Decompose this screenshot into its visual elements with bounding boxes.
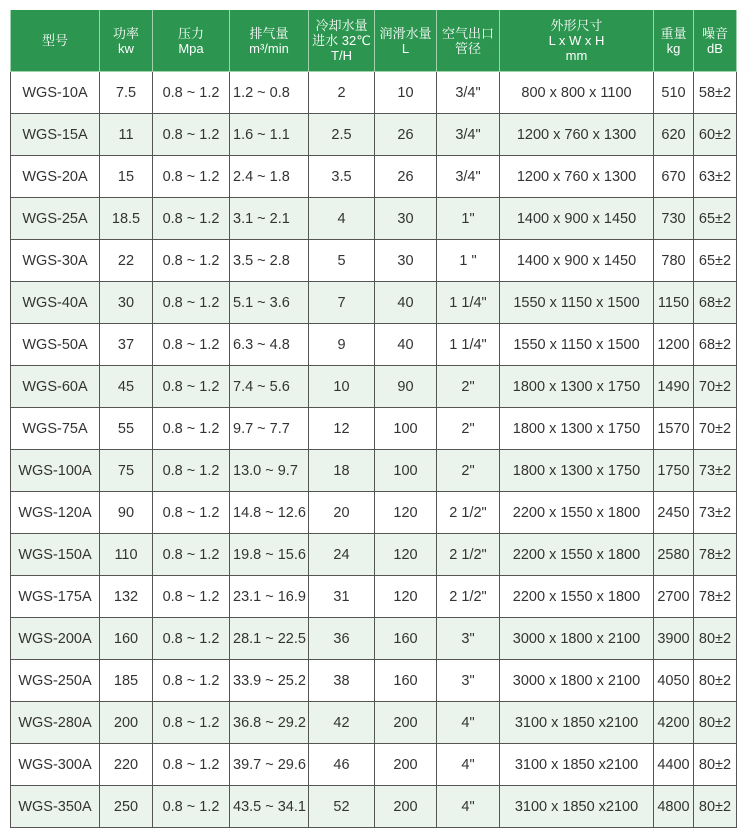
table-cell: 90 xyxy=(100,492,153,534)
table-cell: 730 xyxy=(654,198,694,240)
table-row xyxy=(11,618,737,660)
table-cell: 510 xyxy=(654,72,694,114)
table-cell: 70±2 xyxy=(694,366,737,408)
table-cell: 23.1 ~ 16.9 xyxy=(230,576,309,618)
table-cell: 3000 x 1800 x 2100 xyxy=(500,618,654,660)
table-cell: 200 xyxy=(375,744,437,786)
table-cell: 36 xyxy=(309,618,375,660)
column-header xyxy=(230,10,309,72)
table-cell: 73±2 xyxy=(694,450,737,492)
table-cell: 0.8 ~ 1.2 xyxy=(153,534,230,576)
table-row xyxy=(11,744,737,786)
table-cell: 2450 xyxy=(654,492,694,534)
table-cell: 36.8 ~ 29.2 xyxy=(230,702,309,744)
table-cell: 1750 xyxy=(654,450,694,492)
table-row xyxy=(11,114,737,156)
table-row xyxy=(11,282,737,324)
table-cell: 52 xyxy=(309,786,375,828)
table-cell: 13.0 ~ 9.7 xyxy=(230,450,309,492)
table-cell: 7.5 xyxy=(100,72,153,114)
table-cell: 70±2 xyxy=(694,408,737,450)
table-cell: 40 xyxy=(375,282,437,324)
table-cell: 1 1/4" xyxy=(437,324,500,366)
table-cell: 3.1 ~ 2.1 xyxy=(230,198,309,240)
column-header-line: T/H xyxy=(331,48,352,63)
table-cell: 10 xyxy=(309,366,375,408)
table-cell: 90 xyxy=(375,366,437,408)
column-header-line: dB xyxy=(707,40,723,56)
table-cell: 0.8 ~ 1.2 xyxy=(153,72,230,114)
table-cell: 3100 x 1850 x2100 xyxy=(500,786,654,828)
table-cell: 2 1/2" xyxy=(437,492,500,534)
column-header-line: 润滑水量 xyxy=(379,25,432,41)
table-cell: 33.9 ~ 25.2 xyxy=(230,660,309,702)
table-cell: WGS-10A xyxy=(11,72,100,114)
column-header-line: 压力 xyxy=(177,25,204,41)
table-cell: 3/4" xyxy=(437,156,500,198)
table-cell: 2 xyxy=(309,72,375,114)
table-cell: 2200 x 1550 x 1800 xyxy=(500,492,654,534)
table-cell: 1490 xyxy=(654,366,694,408)
table-cell: 670 xyxy=(654,156,694,198)
table-cell: 110 xyxy=(100,534,153,576)
table-cell: 4400 xyxy=(654,744,694,786)
table-cell: 2580 xyxy=(654,534,694,576)
table-row xyxy=(11,702,737,744)
table-cell: WGS-300A xyxy=(11,744,100,786)
table-cell: 1400 x 900 x 1450 xyxy=(500,240,654,282)
table-cell: 0.8 ~ 1.2 xyxy=(153,786,230,828)
table-cell: 1570 xyxy=(654,408,694,450)
column-header-line: 管径 xyxy=(454,40,481,56)
table-cell: 12 xyxy=(309,408,375,450)
table-cell: 120 xyxy=(375,576,437,618)
table-cell: 26 xyxy=(375,114,437,156)
table-cell: 2700 xyxy=(654,576,694,618)
table-cell: 30 xyxy=(375,198,437,240)
table-cell: 160 xyxy=(375,618,437,660)
table-cell: 9 xyxy=(309,324,375,366)
table-row xyxy=(11,408,737,450)
column-header-line: kg xyxy=(666,40,681,56)
table-cell: 4050 xyxy=(654,660,694,702)
table-cell: 75 xyxy=(100,450,153,492)
column-header xyxy=(309,10,375,72)
table-row xyxy=(11,198,737,240)
table-cell: 7 xyxy=(309,282,375,324)
table-cell: 58±2 xyxy=(694,72,737,114)
column-header-line: 空气出口 xyxy=(441,25,494,41)
table-cell: 1550 x 1150 x 1500 xyxy=(500,324,654,366)
table-cell: 800 x 800 x 1100 xyxy=(500,72,654,114)
table-cell: 30 xyxy=(100,282,153,324)
table-cell: 220 xyxy=(100,744,153,786)
column-header xyxy=(375,10,437,72)
table-cell: 0.8 ~ 1.2 xyxy=(153,744,230,786)
table-cell: 0.8 ~ 1.2 xyxy=(153,618,230,660)
table-cell: 6.3 ~ 4.8 xyxy=(230,324,309,366)
table-cell: 2" xyxy=(437,408,500,450)
table-row xyxy=(11,534,737,576)
table-row xyxy=(11,324,737,366)
table-cell: WGS-200A xyxy=(11,618,100,660)
table-cell: WGS-100A xyxy=(11,450,100,492)
table-cell: 1150 xyxy=(654,282,694,324)
table-cell: 1800 x 1300 x 1750 xyxy=(500,366,654,408)
table-cell: 100 xyxy=(375,408,437,450)
column-header-line: 型号 xyxy=(41,33,68,48)
table-cell: 0.8 ~ 1.2 xyxy=(153,366,230,408)
table-cell: 9.7 ~ 7.7 xyxy=(230,408,309,450)
table-cell: 80±2 xyxy=(694,660,737,702)
table-cell: 1800 x 1300 x 1750 xyxy=(500,450,654,492)
column-header-line: 冷却水量 xyxy=(315,18,368,33)
table-cell: 1550 x 1150 x 1500 xyxy=(500,282,654,324)
table-row xyxy=(11,786,737,828)
table-cell: 5.1 ~ 3.6 xyxy=(230,282,309,324)
table-cell: 73±2 xyxy=(694,492,737,534)
table-row xyxy=(11,156,737,198)
table-cell: 1800 x 1300 x 1750 xyxy=(500,408,654,450)
table-cell: WGS-50A xyxy=(11,324,100,366)
table-row xyxy=(11,450,737,492)
table-cell: 4800 xyxy=(654,786,694,828)
table-cell: 1200 xyxy=(654,324,694,366)
column-header xyxy=(100,10,153,72)
table-cell: 0.8 ~ 1.2 xyxy=(153,282,230,324)
table-cell: 4 xyxy=(309,198,375,240)
table-cell: 40 xyxy=(375,324,437,366)
table-cell: 39.7 ~ 29.6 xyxy=(230,744,309,786)
table-row xyxy=(11,72,737,114)
table-row xyxy=(11,492,737,534)
table-cell: 18 xyxy=(309,450,375,492)
table-cell: 0.8 ~ 1.2 xyxy=(153,408,230,450)
table-cell: 1 1/4" xyxy=(437,282,500,324)
column-header xyxy=(654,10,694,72)
table-cell: 0.8 ~ 1.2 xyxy=(153,198,230,240)
table-cell: 30 xyxy=(375,240,437,282)
table-cell: 15 xyxy=(100,156,153,198)
table-cell: 0.8 ~ 1.2 xyxy=(153,576,230,618)
table-cell: 26 xyxy=(375,156,437,198)
table-cell: WGS-15A xyxy=(11,114,100,156)
table-cell: 3900 xyxy=(654,618,694,660)
table-cell: 2200 x 1550 x 1800 xyxy=(500,534,654,576)
table-cell: WGS-30A xyxy=(11,240,100,282)
table-cell: WGS-40A xyxy=(11,282,100,324)
table-cell: 68±2 xyxy=(694,282,737,324)
table-cell: 60±2 xyxy=(694,114,737,156)
column-header-line: mm xyxy=(565,48,588,63)
table-body xyxy=(11,72,737,828)
table-cell: 65±2 xyxy=(694,198,737,240)
table-cell: 0.8 ~ 1.2 xyxy=(153,660,230,702)
table-cell: 20 xyxy=(309,492,375,534)
table-cell: WGS-20A xyxy=(11,156,100,198)
table-cell: 78±2 xyxy=(694,576,737,618)
table-cell: 1200 x 760 x 1300 xyxy=(500,114,654,156)
table-cell: 31 xyxy=(309,576,375,618)
table-cell: 200 xyxy=(100,702,153,744)
table-cell: 80±2 xyxy=(694,702,737,744)
table-cell: 3000 x 1800 x 2100 xyxy=(500,660,654,702)
table-cell: 55 xyxy=(100,408,153,450)
table-cell: 65±2 xyxy=(694,240,737,282)
table-cell: 2.4 ~ 1.8 xyxy=(230,156,309,198)
table-cell: 42 xyxy=(309,702,375,744)
table-cell: 4" xyxy=(437,744,500,786)
table-cell: 38 xyxy=(309,660,375,702)
table-cell: WGS-175A xyxy=(11,576,100,618)
column-header-line: L xyxy=(401,40,410,56)
table-cell: 80±2 xyxy=(694,786,737,828)
table-cell: 2 1/2" xyxy=(437,576,500,618)
column-header xyxy=(153,10,230,72)
table-cell: 4200 xyxy=(654,702,694,744)
table-cell: WGS-350A xyxy=(11,786,100,828)
table-row xyxy=(11,576,737,618)
table-cell: 80±2 xyxy=(694,618,737,660)
table-cell: 4" xyxy=(437,786,500,828)
table-cell: 200 xyxy=(375,702,437,744)
table-row xyxy=(11,660,737,702)
table-cell: 68±2 xyxy=(694,324,737,366)
table-cell: 1 " xyxy=(437,240,500,282)
table-cell: WGS-60A xyxy=(11,366,100,408)
column-header xyxy=(694,10,737,72)
table-cell: 132 xyxy=(100,576,153,618)
table-cell: 2" xyxy=(437,450,500,492)
table-cell: 4" xyxy=(437,702,500,744)
table-cell: 18.5 xyxy=(100,198,153,240)
table-cell: 28.1 ~ 22.5 xyxy=(230,618,309,660)
table-cell: WGS-250A xyxy=(11,660,100,702)
table-cell: 3" xyxy=(437,618,500,660)
table-cell: 0.8 ~ 1.2 xyxy=(153,450,230,492)
table-cell: 200 xyxy=(375,786,437,828)
table-row xyxy=(11,366,737,408)
table-cell: 1.2 ~ 0.8 xyxy=(230,72,309,114)
column-header-line: 噪音 xyxy=(701,25,728,41)
table-cell: 2 1/2" xyxy=(437,534,500,576)
table-cell: WGS-150A xyxy=(11,534,100,576)
table-cell: 250 xyxy=(100,786,153,828)
table-cell: 0.8 ~ 1.2 xyxy=(153,702,230,744)
table-cell: 3/4" xyxy=(437,72,500,114)
table-cell: 120 xyxy=(375,492,437,534)
table-cell: WGS-75A xyxy=(11,408,100,450)
column-header-line: kw xyxy=(118,40,134,56)
column-header xyxy=(500,10,654,72)
table-cell: 120 xyxy=(375,534,437,576)
table-cell: 160 xyxy=(375,660,437,702)
table-cell: 0.8 ~ 1.2 xyxy=(153,324,230,366)
table-row xyxy=(11,240,737,282)
table-cell: 0.8 ~ 1.2 xyxy=(153,156,230,198)
column-header-line: L x W x H xyxy=(548,33,605,48)
table-cell: 63±2 xyxy=(694,156,737,198)
table-cell: 80±2 xyxy=(694,744,737,786)
table-cell: 185 xyxy=(100,660,153,702)
table-cell: 2" xyxy=(437,366,500,408)
table-cell: 2.5 xyxy=(309,114,375,156)
table-cell: 19.8 ~ 15.6 xyxy=(230,534,309,576)
table-cell: 3100 x 1850 x2100 xyxy=(500,744,654,786)
table-cell: 22 xyxy=(100,240,153,282)
table-cell: 3.5 ~ 2.8 xyxy=(230,240,309,282)
table-cell: 1200 x 760 x 1300 xyxy=(500,156,654,198)
table-cell: 45 xyxy=(100,366,153,408)
spec-table xyxy=(10,10,737,828)
table-cell: WGS-120A xyxy=(11,492,100,534)
table-cell: 7.4 ~ 5.6 xyxy=(230,366,309,408)
table-cell: 0.8 ~ 1.2 xyxy=(153,240,230,282)
table-cell: 78±2 xyxy=(694,534,737,576)
table-cell: 3.5 xyxy=(309,156,375,198)
column-header-line: m³/min xyxy=(249,40,289,56)
column-header xyxy=(437,10,500,72)
table-cell: 5 xyxy=(309,240,375,282)
table-cell: 3" xyxy=(437,660,500,702)
column-header-line: 排气量 xyxy=(249,25,289,41)
table-cell: 1.6 ~ 1.1 xyxy=(230,114,309,156)
table-cell: 780 xyxy=(654,240,694,282)
column-header-line: Mpa xyxy=(178,40,204,56)
table-cell: 3100 x 1850 x2100 xyxy=(500,702,654,744)
spec-table-container xyxy=(10,10,737,828)
table-cell: 1" xyxy=(437,198,500,240)
table-cell: 46 xyxy=(309,744,375,786)
column-header-line: 外形尺寸 xyxy=(550,18,603,33)
column-header-line: 功率 xyxy=(112,25,139,41)
table-cell: WGS-280A xyxy=(11,702,100,744)
table-cell: 0.8 ~ 1.2 xyxy=(153,492,230,534)
table-cell: 3/4" xyxy=(437,114,500,156)
table-cell: 24 xyxy=(309,534,375,576)
table-cell: 2200 x 1550 x 1800 xyxy=(500,576,654,618)
table-cell: 160 xyxy=(100,618,153,660)
table-cell: 0.8 ~ 1.2 xyxy=(153,114,230,156)
table-cell: 100 xyxy=(375,450,437,492)
table-cell: 1400 x 900 x 1450 xyxy=(500,198,654,240)
table-cell: 14.8 ~ 12.6 xyxy=(230,492,309,534)
table-cell: 37 xyxy=(100,324,153,366)
table-cell: WGS-25A xyxy=(11,198,100,240)
table-cell: 11 xyxy=(100,114,153,156)
column-header-line: 重量 xyxy=(660,25,687,41)
column-header-line: 进水 32℃ xyxy=(312,33,371,48)
table-cell: 43.5 ~ 34.1 xyxy=(230,786,309,828)
table-cell: 10 xyxy=(375,72,437,114)
table-header-row xyxy=(11,10,737,72)
table-cell: 620 xyxy=(654,114,694,156)
column-header xyxy=(11,10,100,72)
